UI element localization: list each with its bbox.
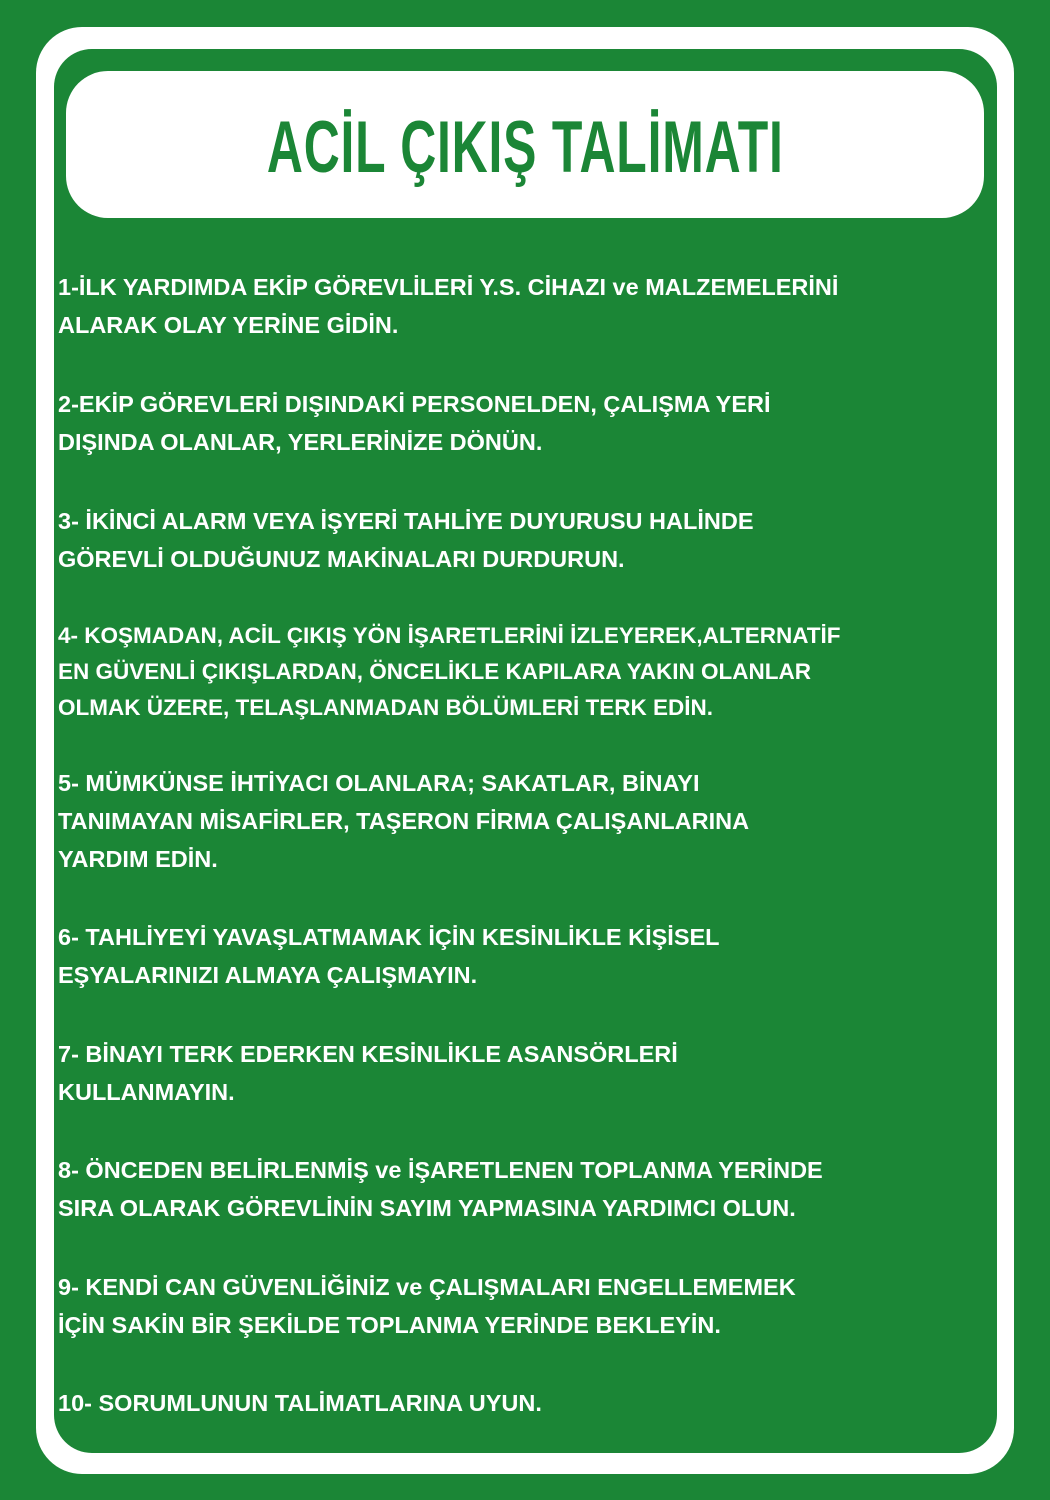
instruction-line: KULLANMAYIN. bbox=[58, 1079, 235, 1105]
instruction-item-5 bbox=[58, 764, 1003, 878]
instruction-line: 10- SORUMLUNUN TALİMATLARINA UYUN. bbox=[58, 1390, 542, 1416]
instruction-item-3 bbox=[58, 502, 1003, 578]
instruction-item-2 bbox=[58, 385, 1003, 461]
instruction-line: 7- BİNAYI TERK EDERKEN KESİNLİKLE ASANSÖRLERİ bbox=[58, 1041, 678, 1067]
instruction-item-6 bbox=[58, 918, 1003, 994]
instruction-item-10 bbox=[58, 1384, 1003, 1422]
instruction-line: OLMAK ÜZERE, TELAŞLANMADAN BÖLÜMLERİ TERK EDİN. bbox=[58, 695, 713, 720]
instruction-item-1 bbox=[58, 268, 1003, 344]
instruction-item-7 bbox=[58, 1035, 1003, 1111]
instruction-line: 8- ÖNCEDEN BELİRLENMİŞ ve İŞARETLENEN TOPLANMA YERİNDE bbox=[58, 1157, 823, 1183]
instruction-line: TANIMAYAN MİSAFİRLER, TAŞERON FİRMA ÇALIŞANLARINA bbox=[58, 808, 750, 834]
sign-title: ACİL ÇIKIŞ TALİMATI bbox=[266, 105, 784, 188]
instruction-line: SIRA OLARAK GÖREVLİNİN SAYIM YAPMASINA YARDIMCI OLUN. bbox=[58, 1195, 796, 1221]
instruction-line: 6- TAHLİYEYİ YAVAŞLATMAMAK İÇİN KESİNLİKLE KİŞİSEL bbox=[58, 924, 720, 950]
instruction-line: 4- KOŞMADAN, ACİL ÇIKIŞ YÖN İŞARETLERİNİ İZLEYEREK,ALTERNATİF bbox=[58, 623, 841, 648]
instruction-line: 1-İLK YARDIMDA EKİP GÖREVLİLERİ Y.S. CİHAZI ve MALZEMELERİNİ bbox=[58, 274, 839, 300]
instruction-line: GÖREVLİ OLDUĞUNUZ MAKİNALARI DURDURUN. bbox=[58, 546, 625, 572]
title-box bbox=[66, 71, 984, 218]
instruction-item-8 bbox=[58, 1151, 1003, 1227]
instruction-line: YARDIM EDİN. bbox=[58, 846, 218, 872]
instruction-line: 3- İKİNCİ ALARM VEYA İŞYERİ TAHLİYE DUYURUSU HALİNDE bbox=[58, 508, 754, 534]
instruction-item-9 bbox=[58, 1268, 1003, 1344]
instruction-item-4 bbox=[58, 618, 1003, 726]
instruction-line: EN GÜVENLİ ÇIKIŞLARDAN, ÖNCELİKLE KAPILARA YAKIN OLANLAR bbox=[58, 659, 811, 684]
instruction-line: İÇİN SAKİN BİR ŞEKİLDE TOPLANMA YERİNDE BEKLEYİN. bbox=[58, 1312, 721, 1338]
instruction-line: 5- MÜMKÜNSE İHTİYACI OLANLARA; SAKATLAR, BİNAYI bbox=[58, 770, 700, 796]
instruction-line: EŞYALARINIZI ALMAYA ÇALIŞMAYIN. bbox=[58, 962, 478, 988]
sign-inner-panel bbox=[54, 49, 997, 1453]
instruction-line: DIŞINDA OLANLAR, YERLERİNİZE DÖNÜN. bbox=[58, 429, 543, 455]
instruction-line: 2-EKİP GÖREVLERİ DIŞINDAKİ PERSONELDEN, ÇALIŞMA YERİ bbox=[58, 391, 771, 417]
instruction-line: 9- KENDİ CAN GÜVENLİĞİNİZ ve ÇALIŞMALARI ENGELLEMEMEK bbox=[58, 1274, 796, 1300]
instruction-line: ALARAK OLAY YERİNE GİDİN. bbox=[58, 312, 399, 338]
